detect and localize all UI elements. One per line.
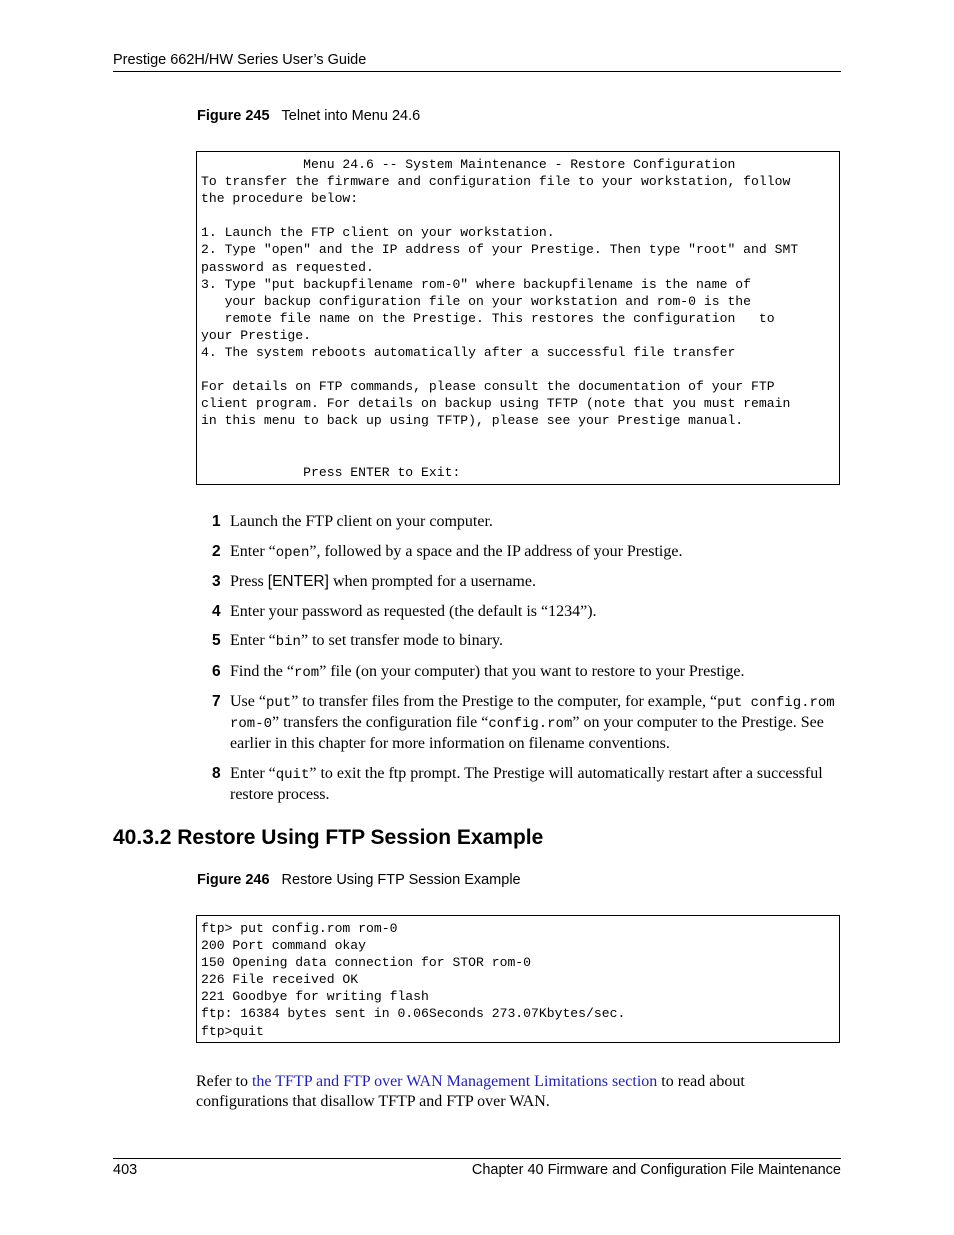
step-text: ” to transfer files from the Prestige to the computer, for example, “ <box>291 693 718 710</box>
step-command: bin <box>275 634 301 650</box>
step-command: rom <box>294 664 320 681</box>
step-text: Launch the FTP client on your computer. <box>230 513 493 530</box>
step-text: Enter “ <box>230 764 276 782</box>
step-text: Enter “ <box>230 542 276 560</box>
footer-rule <box>113 1158 841 1159</box>
step-number: 7 <box>212 693 221 710</box>
step-item <box>196 512 846 532</box>
refer-text-before: Refer to <box>196 1073 252 1090</box>
step-number: 6 <box>212 662 221 680</box>
step-number: 2 <box>212 542 221 560</box>
step-text: Use “ <box>230 693 266 710</box>
step-number: 8 <box>212 764 221 782</box>
step-item <box>196 662 846 683</box>
step-text: ” transfers the configuration file “ <box>272 714 489 731</box>
figure-246-title: Restore Using FTP Session Example <box>281 872 521 888</box>
step-text: Enter “ <box>230 632 276 649</box>
step-text: when prompted for a username. <box>328 573 536 590</box>
step-text: ” to exit the ftp prompt. The Prestige will automatically restart after a successful restore process. <box>230 764 823 803</box>
figure-246-caption <box>197 872 521 888</box>
step-number: 3 <box>212 573 221 590</box>
step-text: Find the “ <box>230 662 294 680</box>
step-command: quit <box>275 766 310 783</box>
step-text: ” file (on your computer) that you want to restore to your Prestige. <box>319 662 745 680</box>
step-number: 1 <box>212 513 221 530</box>
step-number: 5 <box>212 632 221 649</box>
page-number: 403 <box>113 1162 138 1178</box>
step-item <box>196 692 846 754</box>
figure-245-label: Figure 245 <box>197 108 270 124</box>
step-number: 4 <box>212 602 221 620</box>
figure-245-caption <box>197 108 420 124</box>
step-key: [ENTER] <box>267 573 329 590</box>
step-text: ” on your computer to the Prestige. See earlier in this chapter for more information on filename conventions. <box>230 714 824 752</box>
tftp-ftp-limitations-link[interactable]: the TFTP and FTP over WAN Management Limitations section <box>251 1073 658 1090</box>
step-item <box>196 631 846 652</box>
step-text: Press <box>230 573 268 590</box>
step-item <box>196 572 846 592</box>
step-item <box>196 602 846 622</box>
step-command: open <box>275 544 310 561</box>
refer-text-after: to read about configurations that disallow TFTP and FTP over WAN. <box>196 1073 745 1110</box>
figure-245-terminal-box <box>196 151 840 485</box>
figure-246-label: Figure 246 <box>197 872 270 888</box>
step-text: Enter your password as requested (the default is “1234”). <box>230 602 597 620</box>
running-header: Prestige 662H/HW Series User’s Guide <box>113 52 367 68</box>
step-item <box>196 542 846 563</box>
step-command: put config.rom rom-0 <box>230 695 835 732</box>
step-command: config.rom <box>488 716 573 732</box>
step-text: ”, followed by a space and the IP address of your Prestige. <box>309 542 683 560</box>
figure-245-title: Telnet into Menu 24.6 <box>281 108 421 124</box>
step-item <box>196 764 846 805</box>
refer-paragraph <box>196 1072 836 1112</box>
procedure-steps <box>196 512 846 814</box>
header-rule <box>113 71 841 72</box>
step-text: ” to set transfer mode to binary. <box>300 632 503 649</box>
figure-246-terminal-text: ftp> put config.rom rom-0 200 Port command okay 150 Opening data connection for STOR rom-0 226 File received OK 221 Goodbye for writing flash ftp: 16384 bytes sent in 0.06Seconds 273.07Kbytes/sec. ftp>quit <box>201 921 626 1039</box>
figure-245-terminal-text: Menu 24.6 -- System Maintenance - Restore Configuration To transfer the firmware and configuration file to your workstation, follow the procedure below: 1. Launch the FTP client on your workstation. 2. Type "open" and the IP address of your Prestige. Then type "root" and SMT password as requested. 3. Type "put backupfilename rom-0" where backupfilename is the name of your backup configuration file on your workstation and rom-0 is the remote file name on the Prestige. This restores the configuration to your Prestige. 4. The system reboots automatically after a successful file transfer For details on FTP commands, please consult the documentation of your FTP client program. For details on backup using TFTP (note that you must remain in this menu to back up using TFTP), please see your Prestige manual. Press ENTER to Exit: <box>201 157 799 480</box>
footer-chapter-title: Chapter 40 Firmware and Configuration File Maintenance <box>471 1162 841 1178</box>
section-heading: 40.3.2 Restore Using FTP Session Example <box>113 826 544 849</box>
step-command: put <box>265 695 292 711</box>
figure-246-terminal-box <box>196 915 840 1043</box>
